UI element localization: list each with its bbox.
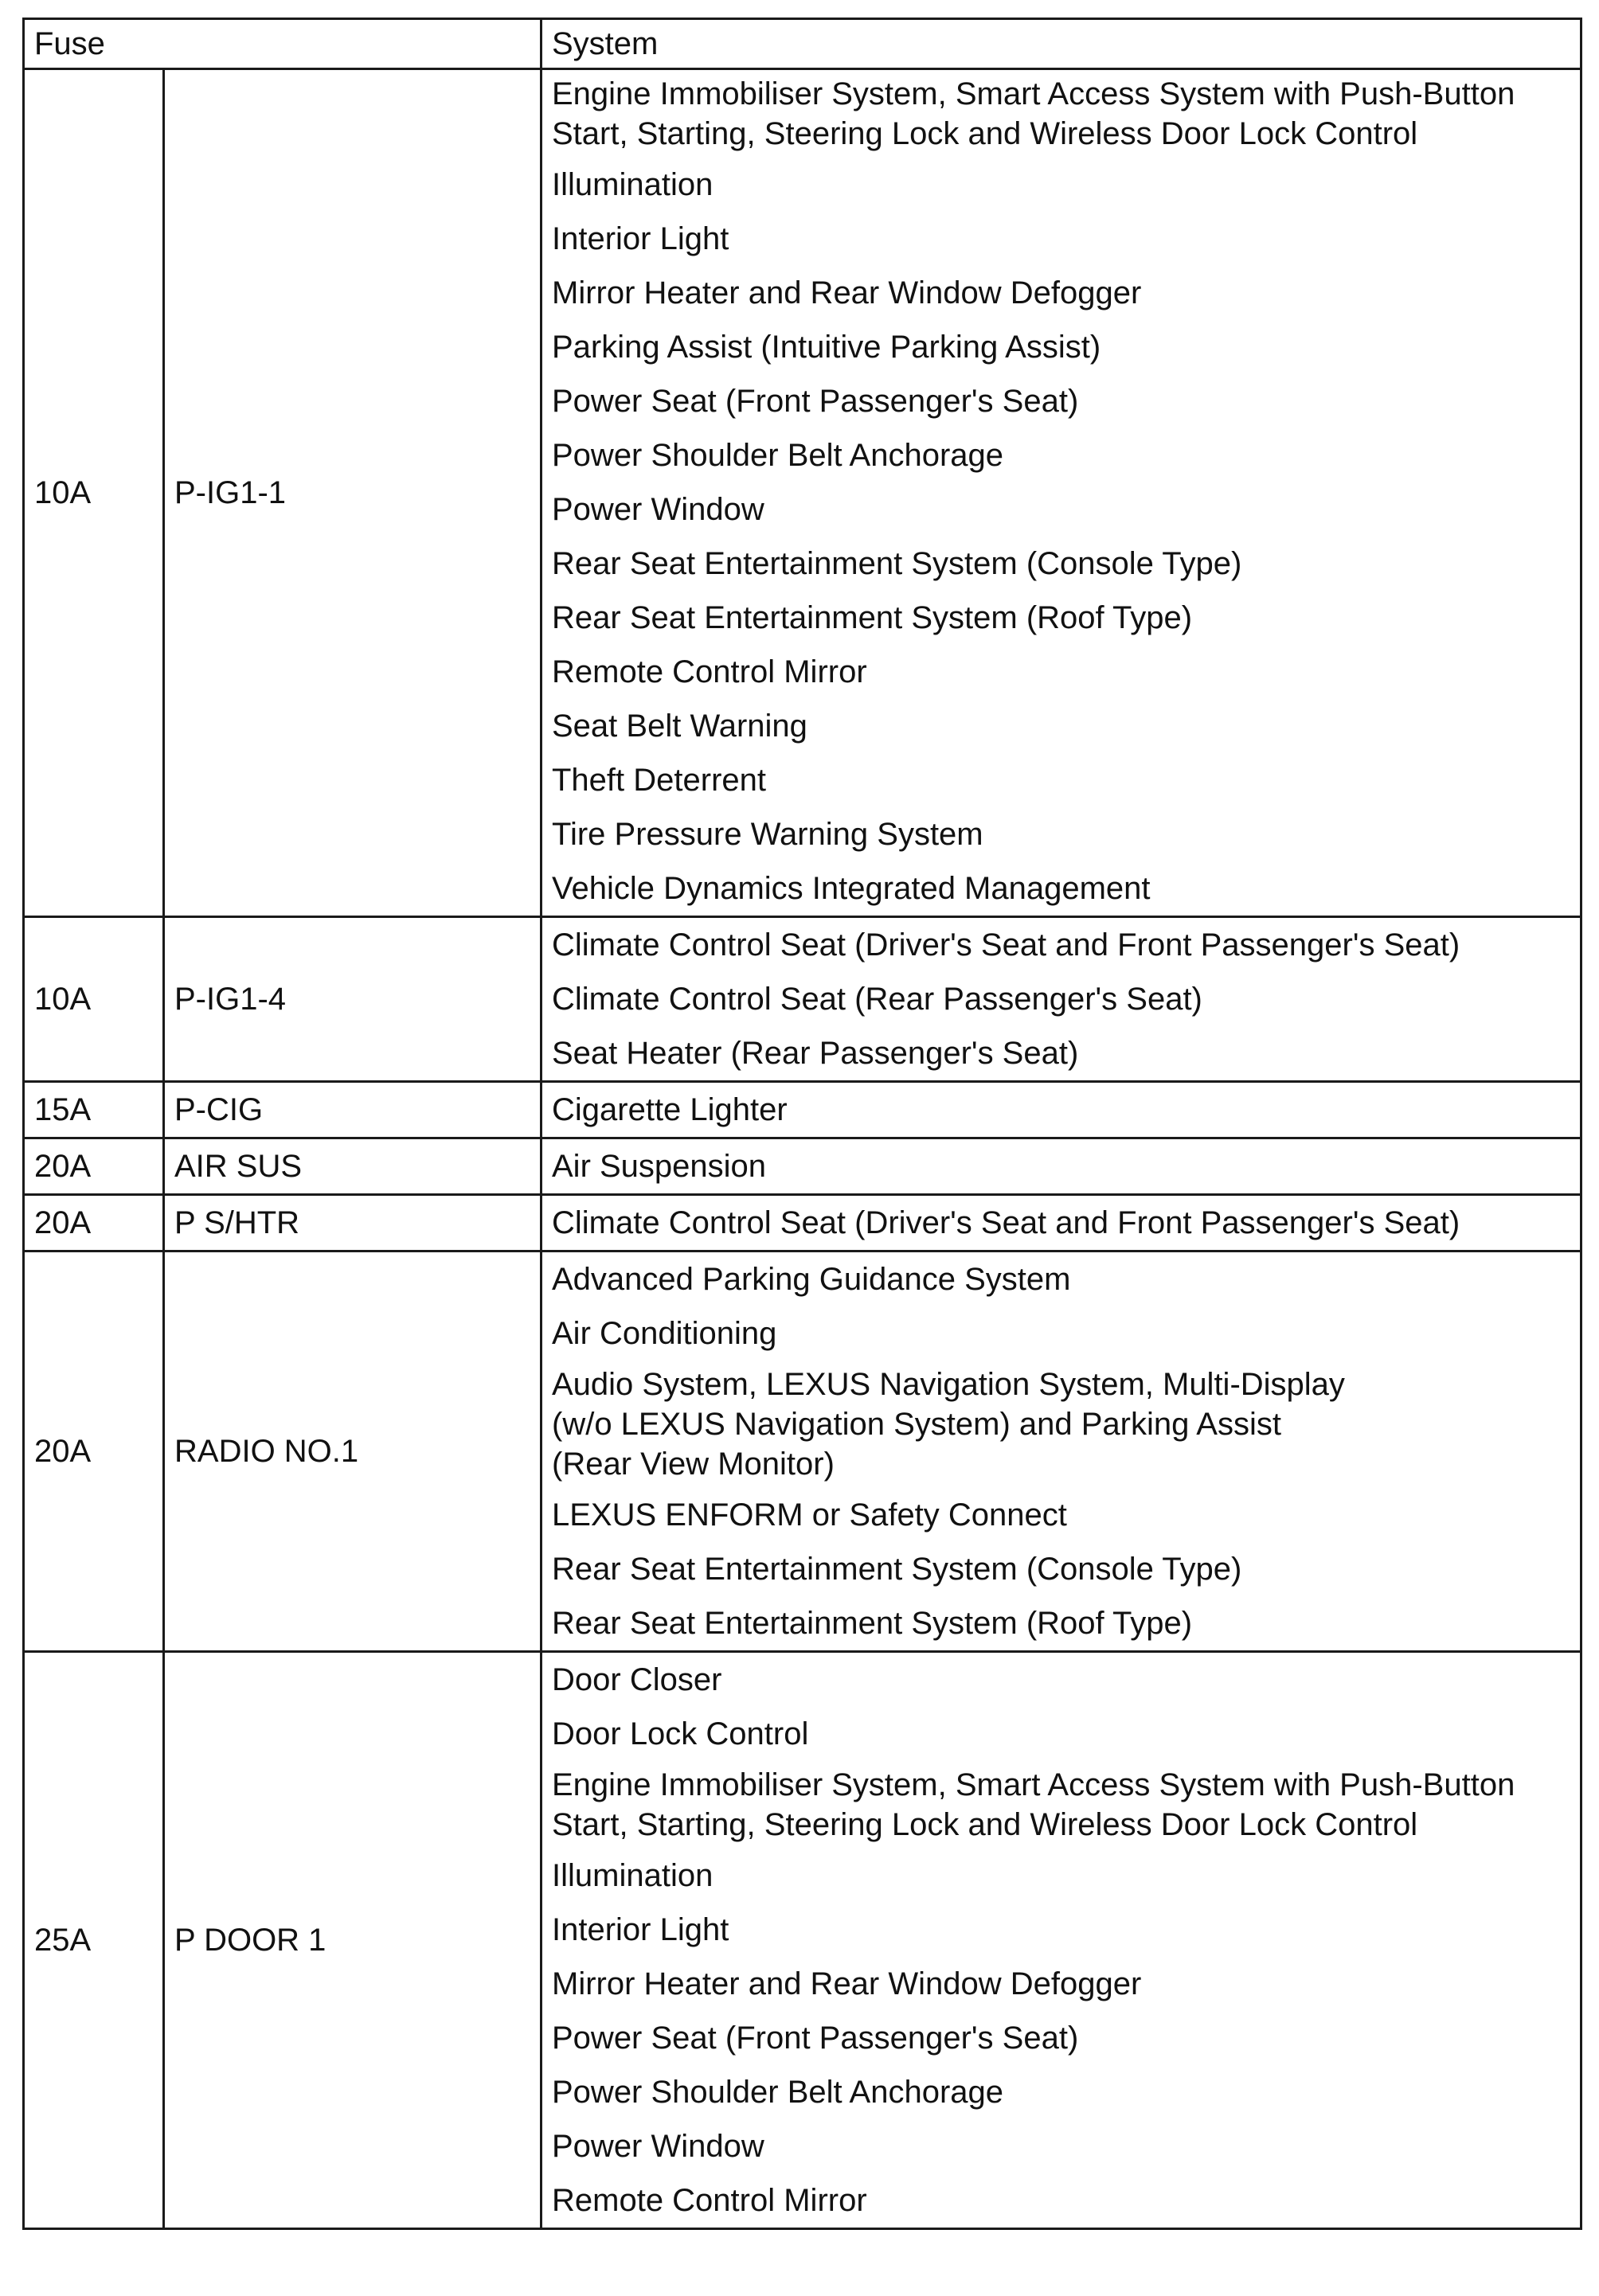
system-item: Power Seat (Front Passenger's Seat) [552,2021,1079,2056]
system-item: Rear Seat Entertainment System (Roof Type) [552,600,1193,635]
system-item: Power Shoulder Belt Anchorage [552,2075,1004,2110]
system-list [541,1195,1581,1251]
system-item: Vehicle Dynamics Integrated Management [552,871,1151,906]
table-row [24,1138,1581,1195]
fuse-table [22,18,1582,2230]
table-row [24,917,1581,1082]
fuse-amperage: 25A [24,1652,164,2229]
system-item: Seat Heater (Rear Passenger's Seat) [552,1036,1079,1071]
system-item: Climate Control Seat (Driver's Seat and Front Passenger's Seat) [552,927,1460,963]
system-item: Audio System, LEXUS Navigation System, Multi-Display (w/o LEXUS Navigation System) and Parking Assist (Rear View Monitor) [552,1367,1345,1482]
fuse-name: AIR SUS [164,1138,541,1195]
fuse-amperage: 20A [24,1138,164,1195]
system-item: Power Seat (Front Passenger's Seat) [552,384,1079,419]
table-row [24,1082,1581,1138]
system-item: Rear Seat Entertainment System (Console Type) [552,546,1242,581]
system-item: Door Closer [552,1662,722,1697]
system-item: Remote Control Mirror [552,654,867,689]
system-item: Power Window [552,2129,764,2164]
fuse-amperage: 20A [24,1251,164,1652]
system-item: Rear Seat Entertainment System (Console Type) [552,1552,1242,1587]
system-item: Air Suspension [552,1149,767,1184]
header-row [24,19,1581,69]
system-item: Air Conditioning [552,1316,777,1351]
system-item: Engine Immobiliser System, Smart Access System with Push-Button Start, Starting, Steering Lock and Wireless Door Lock Control [552,1767,1515,1842]
system-item: Tire Pressure Warning System [552,817,983,852]
system-item: Climate Control Seat (Rear Passenger's Seat) [552,982,1202,1017]
fuse-amperage: 10A [24,69,164,917]
system-item: Mirror Heater and Rear Window Defogger [552,275,1142,310]
system-item: Door Lock Control [552,1716,809,1751]
fuse-amperage: 20A [24,1195,164,1251]
system-list [541,1652,1581,2229]
system-item: Power Window [552,492,764,527]
system-column-header: System [541,19,1581,69]
fuse-table-body [24,69,1581,2229]
system-list [541,917,1581,1082]
fuse-name: P-IG1-4 [164,917,541,1082]
table-row [24,1251,1581,1652]
system-item: LEXUS ENFORM or Safety Connect [552,1497,1067,1533]
system-item: Engine Immobiliser System, Smart Access System with Push-Button Start, Starting, Steering Lock and Wireless Door Lock Control [552,76,1515,151]
system-item: Mirror Heater and Rear Window Defogger [552,1966,1142,2001]
fuse-name: P-IG1-1 [164,69,541,917]
fuse-name: P DOOR 1 [164,1652,541,2229]
system-item: Advanced Parking Guidance System [552,1262,1071,1297]
system-item: Cigarette Lighter [552,1092,788,1127]
system-item: Interior Light [552,221,729,256]
system-list [541,69,1581,917]
system-item: Illumination [552,167,713,202]
table-row [24,1652,1581,2229]
system-item: Climate Control Seat (Driver's Seat and Front Passenger's Seat) [552,1205,1460,1240]
system-item: Illumination [552,1858,713,1893]
system-item: Theft Deterrent [552,763,767,798]
system-item: Parking Assist (Intuitive Parking Assist) [552,330,1101,365]
system-item: Remote Control Mirror [552,2183,867,2218]
system-item: Seat Belt Warning [552,709,807,744]
fuse-amperage: 10A [24,917,164,1082]
system-item: Power Shoulder Belt Anchorage [552,438,1004,473]
table-row [24,1195,1581,1251]
system-list [541,1082,1581,1138]
system-item: Rear Seat Entertainment System (Roof Type) [552,1606,1193,1641]
system-item: Interior Light [552,1912,729,1947]
fuse-name: P-CIG [164,1082,541,1138]
fuse-name: RADIO NO.1 [164,1251,541,1652]
system-list [541,1251,1581,1652]
table-row [24,69,1581,917]
fuse-amperage: 15A [24,1082,164,1138]
fuse-column-header: Fuse [24,19,541,69]
system-list [541,1138,1581,1195]
fuse-name: P S/HTR [164,1195,541,1251]
